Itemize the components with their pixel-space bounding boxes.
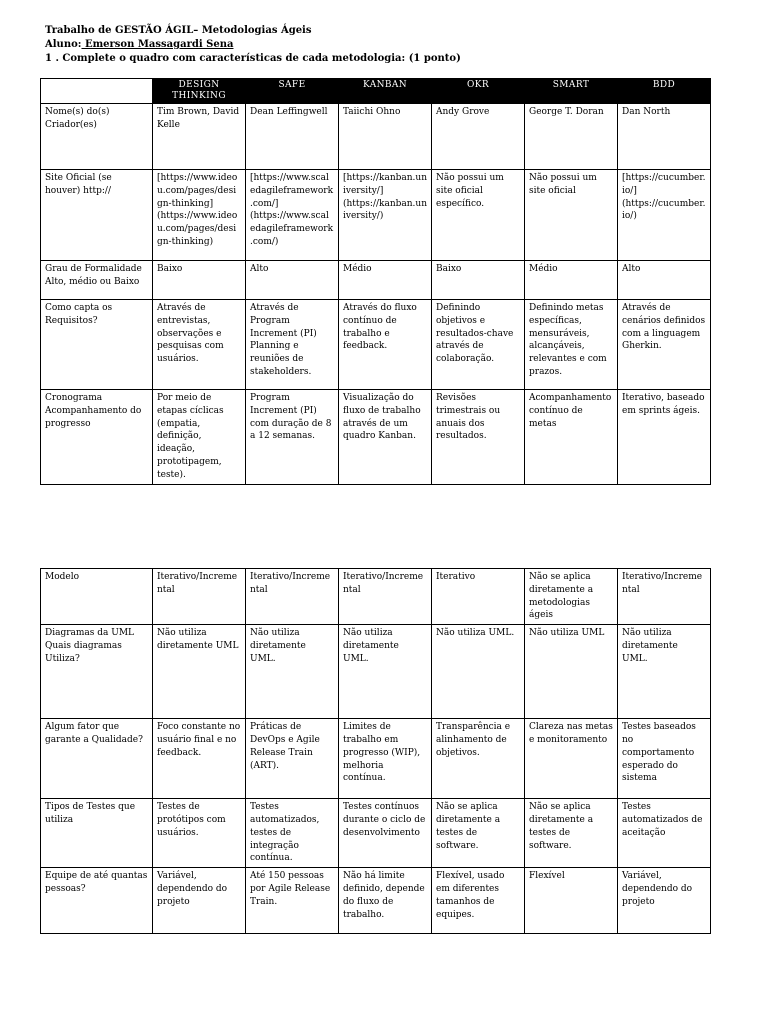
row-label: Nome(s) do(s) Criador(es) (41, 104, 153, 170)
document-title: Trabalho de GESTÃO ÁGIL– Metodologias Ágeis (45, 25, 312, 36)
column-header-bdd: BDD (618, 79, 711, 104)
table-cell: Flexível (525, 868, 618, 934)
row-label: Cronograma Acompanhamento do progresso (41, 390, 153, 485)
table-cell: Não há limite definido, depende do fluxo de trabalho. (339, 868, 432, 934)
table-cell: Program Increment (PI) com duração de 8 a 12 semanas. (246, 390, 339, 485)
row-label: Equipe de até quantas pessoas? (41, 868, 153, 934)
table-header-row (41, 79, 711, 104)
table-cell: Definindo objetivos e resultados-chave através de colaboração. (432, 300, 525, 390)
table-cell: Iterativo/Incremental (246, 569, 339, 625)
table-cell: Testes automatizados de aceitação (618, 799, 711, 868)
row-label: Modelo (41, 569, 153, 625)
student-line (45, 38, 725, 52)
table-cell: Através de cenários definidos com a linguagem Gherkin. (618, 300, 711, 390)
table-cell: Clareza nas metas e monitoramento (525, 719, 618, 799)
instruction-text: 1 . Complete o quadro com características de cada metodologia: (1 ponto) (45, 53, 461, 64)
table-cell: Dan North (618, 104, 711, 170)
table-cell: Foco constante no usuário final e no feedback. (153, 719, 246, 799)
table-cell: Através de Program Increment (PI) Planning e reuniões de stakeholders. (246, 300, 339, 390)
table-cell: Visualização do fluxo de trabalho através de um quadro Kanban. (339, 390, 432, 485)
row-label: Grau de Formalidade Alto, médio ou Baixo (41, 261, 153, 300)
table-cell: Iterativo/Incremental (153, 569, 246, 625)
table-cell: Testes contínuos durante o ciclo de desenvolvimento (339, 799, 432, 868)
column-header-safe: SAFE (246, 79, 339, 104)
header-corner-cell (41, 79, 153, 104)
table-cell: Não utiliza diretamente UML (153, 625, 246, 719)
table-cell: Por meio de etapas cíclicas (empatia, definição, ideação, prototipagem, teste). (153, 390, 246, 485)
table-row-team-size (41, 868, 711, 934)
table-cell: Iterativo, baseado em sprints ágeis. (618, 390, 711, 485)
table-cell: Não utiliza diretamente UML. (246, 625, 339, 719)
table-row-tests (41, 799, 711, 868)
table-cell: Até 150 pessoas por Agile Release Train. (246, 868, 339, 934)
table-cell: [https://cucumber.io/](https://cucumber.io/) (618, 170, 711, 261)
table-cell: [https://kanban.university/](https://kanban.university/) (339, 170, 432, 261)
table-cell: Alto (246, 261, 339, 300)
table-cell: Taiichi Ohno (339, 104, 432, 170)
table-cell: Não utiliza UML. (432, 625, 525, 719)
column-header-design-thinking: DESIGN THINKING (153, 79, 246, 104)
table-cell: Não se aplica diretamente a metodologias ágeis (525, 569, 618, 625)
methodology-table-2 (40, 568, 711, 934)
document-header (45, 24, 725, 66)
table-cell: Testes automatizados, testes de integração contínua. (246, 799, 339, 868)
table-cell: George T. Doran (525, 104, 618, 170)
table-cell: Não se aplica diretamente a testes de software. (432, 799, 525, 868)
table-cell: Iterativo/Incremental (339, 569, 432, 625)
column-header-okr: OKR (432, 79, 525, 104)
table-row-formality (41, 261, 711, 300)
table-cell: Flexível, usado em diferentes tamanhos de equipes. (432, 868, 525, 934)
table-cell: Não possui um site oficial específico. (432, 170, 525, 261)
row-label: Tipos de Testes que utiliza (41, 799, 153, 868)
table-cell: Dean Leffingwell (246, 104, 339, 170)
table-cell: Testes de protótipos com usuários. (153, 799, 246, 868)
table-cell: Variável, dependendo do projeto (153, 868, 246, 934)
table-cell: Através do fluxo contínuo de trabalho e feedback. (339, 300, 432, 390)
table-cell: Não possui um site oficial (525, 170, 618, 261)
table-cell: Iterativo/Incremental (618, 569, 711, 625)
table-cell: Iterativo (432, 569, 525, 625)
table-row-model (41, 569, 711, 625)
table-cell: Através de entrevistas, observações e pesquisas com usuários. (153, 300, 246, 390)
student-name: Emerson Massagardi Sena (81, 39, 234, 50)
row-label: Diagramas da UML Quais diagramas Utiliza? (41, 625, 153, 719)
table-row-official-site (41, 170, 711, 261)
row-label: Site Oficial (se houver) http:// (41, 170, 153, 261)
column-header-kanban: KANBAN (339, 79, 432, 104)
table-cell: Limites de trabalho em progresso (WIP), melhoria contínua. (339, 719, 432, 799)
table-cell: Médio (525, 261, 618, 300)
table-cell: Alto (618, 261, 711, 300)
table-cell: [https://www.ideou.com/pages/design-thinking](https://www.ideou.com/pages/design-thinking) (153, 170, 246, 261)
table-cell: Tim Brown, David Kelle (153, 104, 246, 170)
column-header-smart: SMART (525, 79, 618, 104)
table-cell: Baixo (432, 261, 525, 300)
table-cell: Médio (339, 261, 432, 300)
table-cell: Revisões trimestrais ou anuais dos resultados. (432, 390, 525, 485)
table-cell: Práticas de DevOps e Agile Release Train (ART). (246, 719, 339, 799)
table-row-schedule (41, 390, 711, 485)
table-cell: Transparência e alinhamento de objetivos. (432, 719, 525, 799)
table-cell: Acompanhamento contínuo de metas (525, 390, 618, 485)
table-row-creators (41, 104, 711, 170)
table-cell: [https://www.scaledagileframework.com/](https://www.scaledagileframework.com/) (246, 170, 339, 261)
table-cell: Definindo metas específicas, mensuráveis, alcançáveis, relevantes e com prazos. (525, 300, 618, 390)
methodology-table-1 (40, 78, 711, 485)
table-row-uml (41, 625, 711, 719)
table-row-requirements (41, 300, 711, 390)
row-label: Como capta os Requisitos? (41, 300, 153, 390)
row-label: Algum fator que garante a Qualidade? (41, 719, 153, 799)
table-cell: Não se aplica diretamente a testes de software. (525, 799, 618, 868)
table-cell: Não utiliza diretamente UML. (618, 625, 711, 719)
table-cell: Não utiliza diretamente UML. (339, 625, 432, 719)
table-cell: Andy Grove (432, 104, 525, 170)
table-cell: Não utiliza UML (525, 625, 618, 719)
table-cell: Variável, dependendo do projeto (618, 868, 711, 934)
table-cell: Testes baseados no comportamento esperado do sistema (618, 719, 711, 799)
table-cell: Baixo (153, 261, 246, 300)
table-row-quality (41, 719, 711, 799)
student-label: Aluno: (45, 39, 82, 50)
